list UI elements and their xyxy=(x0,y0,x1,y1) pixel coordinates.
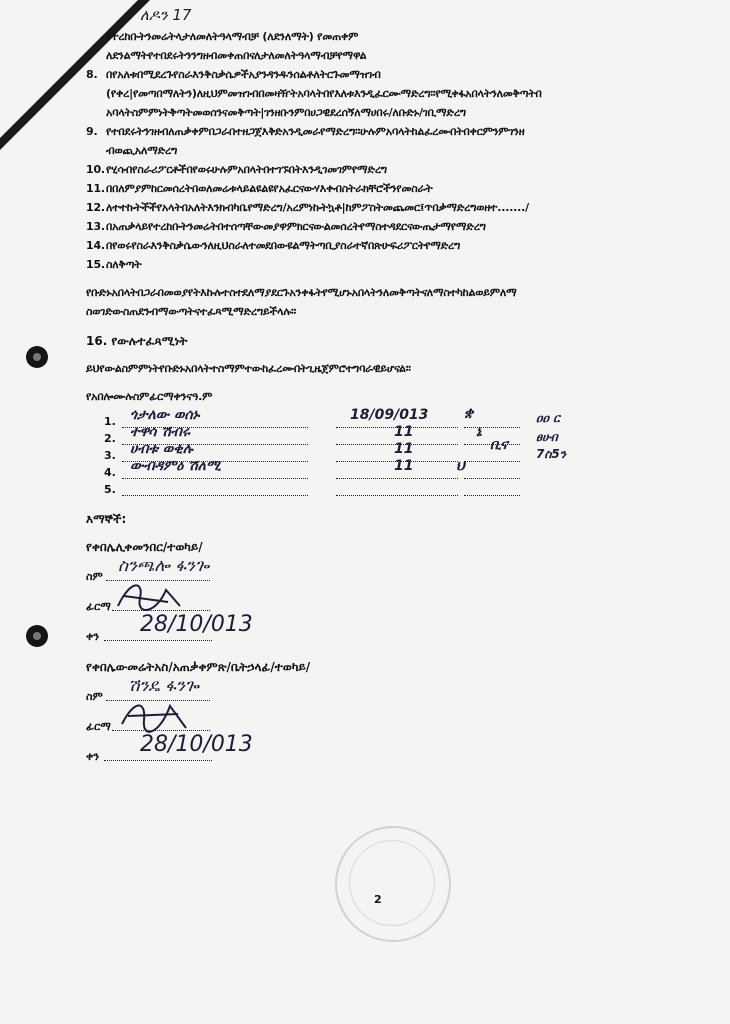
list-item: 14.በየወሩየስራእንቅስቃሴውንለዚህስራለተመደበውዩልማትጣቢያስራተኛበጽሁፍሪፖርትየማድረግ xyxy=(86,239,461,252)
list-item: 10.የሂሳብየስራሪፖርቶችበየወሩሁሉምአበላትበተገኙበትእንዲገመገምየማድረግ xyxy=(86,163,387,176)
signature-line xyxy=(464,481,520,496)
list-item: 11.በበለምያምከርመሰረትበወለመሬቱላይልዩልዩየአፈርናውሃእቀብስትራክቸሮችንየመስራት xyxy=(86,182,433,195)
member-row: 3. ሀብቱ ወቂሉ 11 ቢና 7ስ5ን xyxy=(104,437,567,462)
kebele-chair-date: 28/10/013 xyxy=(140,612,253,637)
members-title: የአበሎሙሉስምፊርማቀንናዓ.ም xyxy=(86,390,213,403)
member-signature: ህ xyxy=(456,458,465,474)
section-16-title: 16. የውሉተፈጻሚነት xyxy=(86,334,188,348)
member-signature: ቢና xyxy=(490,437,508,453)
member-row: 1. ጎታለው ወሰኑ 18/09/013 ቋ ዐዐ ር xyxy=(104,405,560,428)
signature-label: ፊርማ xyxy=(86,720,111,733)
list-item-continuation: አባላትስምምነትቅጣትመወሰንናመቅጣት|ገንዘቡንምበሀጋዊደረሰኝለማሀበሩ/ለቡድኑ/ገቢማድረግ xyxy=(106,106,466,119)
name-label: ስም xyxy=(86,570,103,583)
punch-hole-icon xyxy=(26,346,48,368)
list-item: የተረከቡትንመሬትላታለመለትዓላማብቻ (ለደንለማት) የመጠቀም xyxy=(106,30,359,43)
witnesses-title: እማኞች: xyxy=(86,512,127,526)
date-label: ቀን xyxy=(86,630,100,643)
date-line xyxy=(336,481,458,496)
signature-label: ፊርማ xyxy=(86,600,111,613)
official-stamp-icon xyxy=(335,826,451,942)
member-note: 7ስ5ን xyxy=(536,447,567,461)
list-item: 12.ለተተኩትችችየአላትበአለትእንክብካቤየማድረግ/አረምነኩትኳቶ|ከምፖስትመጨመር፤ጥበቃማድረግወዘተ......./ xyxy=(86,201,529,214)
handwritten-header-note: ለዶን 17 xyxy=(140,6,192,24)
list-item: 13.በአጠቃላይየተረከቡትንመሬትበተሰጣቸውመያዋምክርናውልመሰረትየማስተዳደርናውጤታማየማድረግ xyxy=(86,220,486,233)
page-number: 2 xyxy=(374,893,382,906)
member-note: ዐዐ ር xyxy=(536,411,560,425)
member-note: ፀሁበ xyxy=(536,430,558,444)
member-row: 4. ውብዳምዕ ሽለሚ 11 ህ xyxy=(104,466,116,479)
member-name: ጎታለው ወሰኑ xyxy=(130,407,200,423)
land-office-title: የቀበሌውመሬትአስ/አጠቃቀምጽ/ቤትኃላፊ/ተወካይ/ xyxy=(86,660,311,674)
member-date: 11 xyxy=(394,424,414,440)
member-date: 11 xyxy=(394,458,414,474)
date-label: ቀን xyxy=(86,750,100,763)
member-row: 2. ተዋሳ ሽብሩ 11 ኔ ፀሁበ xyxy=(104,424,558,445)
signature-line xyxy=(464,464,520,479)
member-name: ውብዳምዕ ሽለሚ xyxy=(130,458,221,474)
member-row: 5. xyxy=(104,483,116,496)
kebele-chair-name: ስንጫሎ ፋንጐ xyxy=(118,556,210,576)
member-name: ሀብቱ ወቂሉ xyxy=(130,441,193,457)
kebele-chair-title: የቀበሌሊቀመንበር/ተወካይ/ xyxy=(86,540,203,554)
land-office-name: ሽንዴ ፋንጐ xyxy=(128,676,199,696)
member-date: 18/09/013 xyxy=(350,407,429,423)
name-label: ስም xyxy=(86,690,103,703)
list-item-continuation: ብወጪአለማድረግ xyxy=(106,144,178,157)
member-signature: ቋ xyxy=(464,405,474,421)
list-item: ለደንልማትየተበደሩትንንግዘብመቀጠበናለታለመለትዓላማብቻየማዋል xyxy=(106,49,367,62)
punch-hole-icon xyxy=(26,625,48,647)
section-16-text: ይህየውልስምምነትየቡድኑአበላትተስማምተውከፈረሙበትጊዜጀምሮተግባራዊይሆናል። xyxy=(86,362,411,375)
member-name: ተዋሳ ሽብሩ xyxy=(130,424,190,440)
paragraph-line: የቡድኑአበላትበጋራበመወያየትእኩሉተስተደለማያደርጉአንቀፋትየሚሆኑአበላትንለመቅጣትናለማስተካከልወይምለማ xyxy=(86,286,517,299)
name-line xyxy=(122,481,308,496)
list-item-continuation: (የቀረ|የመጣበማለትን)ለዚህምመዝገብበመዛዥትአባላትበየእለቱእንዲፈርሙማድረግ።የሚቀፋአበላትንለመቅጣትበ xyxy=(106,87,542,100)
member-date: 11 xyxy=(394,441,414,457)
member-signature: ኔ xyxy=(476,424,482,440)
list-item: 15.ስለቅጣት xyxy=(86,258,142,271)
paragraph-line: ስወገድውስጠደንብማውጣትናተፈጻሚማድረግይችላሉ። xyxy=(86,305,296,318)
list-item: 9. የተበደሩትንገዘብለጠቃቀምበጋራበተዘጋጀእቅድአንዲመራየማድረግ።ሁሉምአባላትከልፈረሙበትበቀርምንምገንዘ xyxy=(86,125,525,138)
list-item: 8. በየአለቱበሚደረጉየስራእንቅስቃሴዎችአያንዳንዱንሰልቶለትርጉመማዝገብ xyxy=(86,68,381,81)
land-office-date: 28/10/013 xyxy=(140,732,253,757)
